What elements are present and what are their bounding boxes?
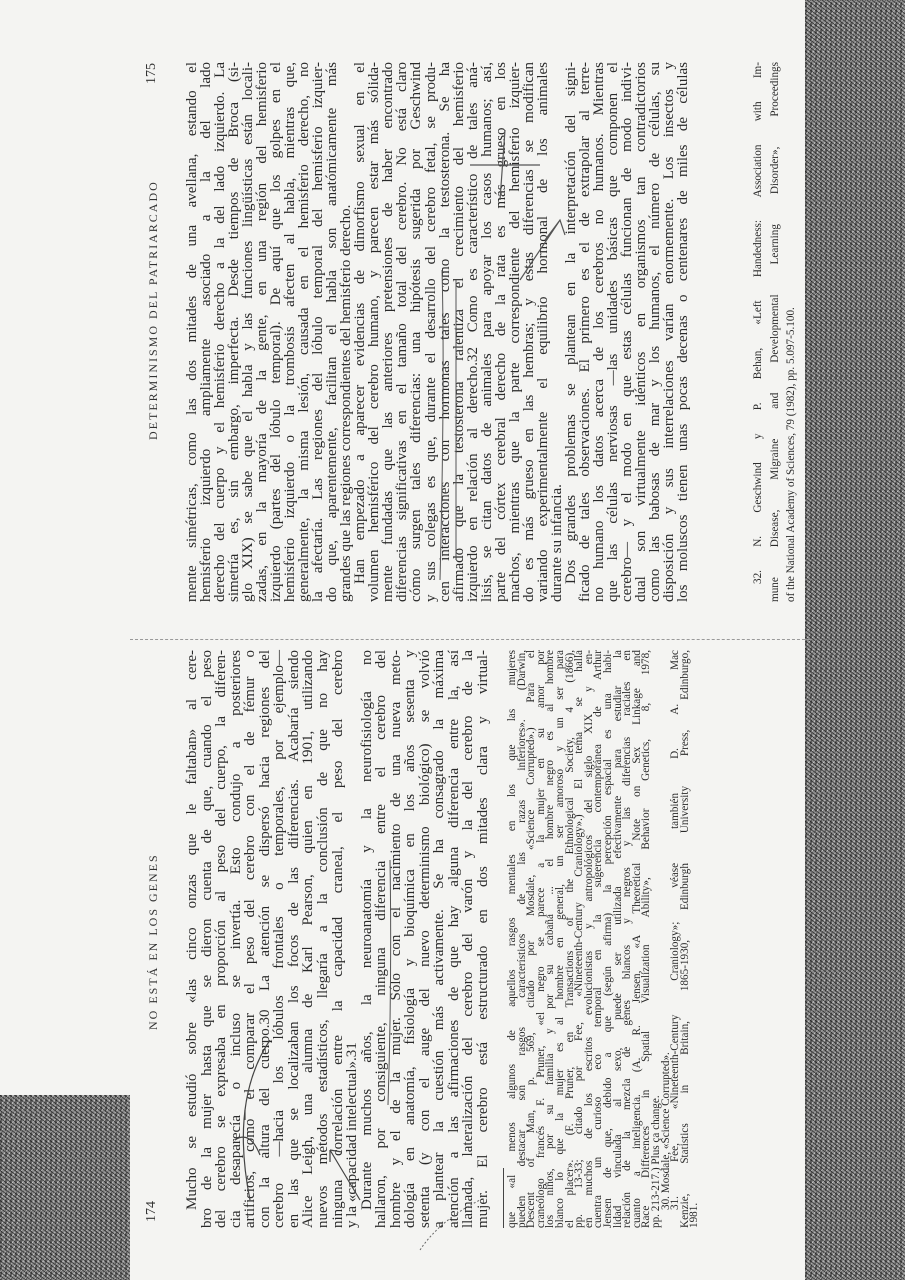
text-underline [388, 860, 391, 1105]
footnote-line: craneólogo francés F. Pruner, «el negro se parece a la mujer en su amor por [534, 650, 547, 1228]
text-line: machos, mientras que la parte correspondiente del hemisferio izquier- [506, 62, 523, 602]
text-line: mente fundadas que las anteriores pretensiones de haber encontrado [380, 62, 397, 602]
footnote-line: Descent of Man, p. 569, citado por Mosdale, «Science Corrupted».) Para el [525, 650, 538, 1228]
text-line: ficado de tales observaciones. El primero es el de extrapolar al terre- [576, 62, 593, 602]
pencil-arrow-mark [520, 220, 565, 280]
text-line: setenta (y con el auge del nuevo determinismo biológico) se volvió [416, 650, 433, 1228]
footnote-line: pueden destacar son rasgos característicos de las razas inferiores». (Darwin, [515, 650, 528, 1228]
text-line: dología en anatomía, fisiología y bioquímica en los años sesenta y [402, 650, 419, 1228]
text-line: afirmado que la testosterona ralentiza el crecimiento del hemisferio [450, 62, 467, 602]
text-line: atención a las afirmaciones de que hay alguna diferencia entre la, así [445, 650, 462, 1228]
text-line: generalmente, la misma lesión, causada en el hemisferio derecho, no [296, 62, 313, 602]
text-line: izquierdo en relación al derecho.32 Como es característico de tales aná- [464, 62, 481, 602]
text-line: Alice Leigh, una alumna de Karl Pearson, quien en 1901, utilizando [300, 650, 317, 1228]
text-line: parte del córtex cerebral derecho de la rata es más grueso en los [492, 62, 509, 602]
text-line: con la altura del cuerpo.30 La atención se dispersó hacia regiones del [256, 650, 273, 1228]
footnote-line: 31. Fee, «Nineteenth-Century Craniology»; véase también D. A. Mac [669, 650, 682, 1210]
footnote-line: lidad vinculada al sexo, puede ser utilizada efectivamente para estudiar la [611, 650, 624, 1228]
footnote-line: Kenzie, Statistics in Britain, 1865-1930, Edinburgh University Press, Edinburgo, [678, 650, 691, 1228]
footnote-line: blanco lo que la mujer es al hombre en general, un ser amoroso y un ser para [554, 650, 566, 1228]
text-line: y sus colegas es que, durante el desarrollo del cerebro fetal, se produ- [422, 62, 439, 602]
footnote-line: Race Differences in Spatial Visualization Ability», Behavior Genetics, 8, 1978, [640, 650, 653, 1228]
text-line: cómo surgen tales diferencias: una hipótesis sugerida por Geschwind [408, 62, 425, 602]
page-number: 174 [144, 1201, 159, 1222]
text-line: no humano los datos acerca de los cerebros no humanos. Mientras [590, 62, 607, 602]
text-line: cen interacciones con hormonas tales como la testosterona. Se ha [436, 62, 453, 602]
text-line: artificios, como el comparar el peso del cerebro con el de fémur o [242, 650, 259, 1228]
text-line: hombre y el de la mujer. Sólo con el nacimiento de una nueva meto- [387, 650, 404, 1228]
text-line: izquierdo (partes del lóbulo temporal). De aquí que los golpes en el [268, 62, 285, 602]
footnote-line: relación de la mezcla de genes blancos y negros y las diferencias raciales en [621, 650, 634, 1228]
running-head: NO ESTÁ EN LOS GENES [146, 853, 160, 1030]
footnote-line: of the National Academy of Sciences, 79 (1982), pp. 5.097-5.100. [785, 307, 797, 602]
text-line: Han empezado a aparecer evidencias de dimorfismo sexual en el [352, 62, 369, 584]
pencil-arrow-mark [330, 1150, 360, 1200]
page-number: 175 [144, 63, 159, 84]
footnote-line: los niños, por su familia y por su cabaña ... el hombre negro es al hombre [544, 650, 557, 1228]
text-line: bro de la mujer hasta que se dieron cuenta de que, cuando el peso [198, 650, 215, 1228]
text-line: la afectaría. Las regiones del lóbulo temporal del hemisferio izquier- [310, 62, 327, 602]
pencil-arrow-mark [235, 1110, 260, 1155]
text-line: hemisferio izquierdo o la trombosis afecten al habla, mientras que, [282, 62, 299, 602]
text-line: los moluscos tienen unas pocas decenas o centenares de miles de células [675, 62, 692, 602]
text-line: volumen hemisférico del cerebro humano, y parecen estar más sólida- [366, 62, 383, 602]
text-line: glo XIX) se sabe que el habla y las funciones lingüísticas están locali- [240, 62, 257, 602]
text-line: Mucho se estudió sobre «las cinco onzas que le faltaban» al cere- [184, 650, 200, 1210]
text-line: mente simétricas, como las dos mitades de una avellana, estando el [184, 62, 200, 602]
footnote-line: 32. N. Geschwind y P. Behan, «Left Handedness: Association with Im- [752, 62, 764, 584]
text-line: del cerebro se expresaba en proporción al peso del cuerpo, la diferen- [213, 650, 230, 1228]
text-underline [440, 270, 456, 580]
text-line: llamada, lateralización del cerebro del varón y la del cerebro de la [460, 650, 477, 1228]
footnote-line: mune Disease, Migraine and Developmental Learning Disorder», Proceedings [768, 62, 781, 602]
text-line: disposición y sus interrelaciones varían enormemente. Los insectos y [661, 62, 678, 602]
text-line: cia desaparecía o incluso se invertía. Esto condujo a posteriores [227, 650, 244, 1228]
text-line: cerebro —hacia los lóbulos frontales o temporales, por ejemplo— [271, 650, 288, 1228]
text-line: do que, aparentemente, facilitan el habla son anatómicamente más [324, 62, 341, 602]
footnote-line: pp. 213-217.) Plus ça change. [650, 1095, 662, 1228]
text-line: que las células nerviosas —las unidades básicas que componen el [604, 62, 621, 602]
text-line: Durante muchos años, la neuroanatomía y la neurofisiología no [358, 650, 375, 1210]
text-line: y la «capacidad intelectual».31 [344, 1042, 361, 1228]
text-line: zadas, en la mayoría de la gente, en una región del hemisferio [254, 62, 271, 602]
text-line: como las babosas de mar y los humanos, el número de células, su [646, 62, 663, 602]
running-head: DETERMINISMO DEL PATRIARCADO [146, 180, 160, 440]
text-line: Dos grandes problemas se plantean en la interpretación del signi- [562, 62, 579, 584]
text-line: mujer. El cerebro está estructurado en dos mitades clara y virtual- [475, 650, 491, 1228]
text-line: derecho del cuerpo y el hemisferio derecho a la del lado izquierdo. La [212, 62, 229, 602]
text-line: lisis, se citan datos de animales para apoyar los casos humanos; así, [478, 62, 495, 602]
footnote-line: cuanto a inteligencia. (A. R. Jensen, «A Theoretical Note on Sex Linkage and [630, 650, 643, 1228]
footnote-line: en muchos de los escritos evolucionistas y antropológicos del siglo XIX y en- [582, 650, 595, 1228]
text-line: grandes que las regiones correspondientes del hemisferio derecho. [338, 204, 355, 602]
text-line: nuevos métodos estadísticos, llegaría a la conclusión de que no hay [314, 650, 331, 1228]
text-line: dual son virtualmente idénticos en organismos tan contradictorios [632, 62, 649, 602]
text-line: en las que se localizaban los focos de las diferencias. Acabaría siendo [285, 650, 302, 1228]
footnote-line: 30. Mosdale, «Science Corrupted». [659, 1052, 672, 1210]
text-line: variando experimentalmente el equilibrio hormonal de los animales [534, 62, 551, 602]
footnote-line: Jensen de que, debido a que (según afirma) la percepción espacial es una habi- [602, 650, 614, 1228]
text-line: do es más grueso en las hembras; y estas diferencias se modifican [520, 62, 537, 602]
pencil-cross-mark [470, 130, 540, 200]
footnote-line: el placer». (F. Pruner, en Transactions of the Ethnological Society, 4 (1866), [563, 650, 576, 1228]
footnote-line: 1981. [688, 1202, 701, 1228]
text-line: cerebro— y el modo en que estas células funcionan de modo indivi- [618, 62, 635, 602]
footnote-line: cuentra un curioso eco temporal en la sugerencia contemporánea de Arthur [592, 650, 605, 1228]
text-line: hallaron, por consiguiente, ninguna diferencia entre el cerebro del [373, 650, 390, 1228]
pencil-bracket-mark [243, 1040, 270, 1200]
text-line: hemisferio izquierdo ampliamente asociado a la del lado [198, 62, 215, 602]
pencil-bracket-mark [420, 1200, 480, 1250]
text-line: durante su infancia. [548, 484, 565, 602]
text-line: diferencias significativas en el tamaño total del cerebro. No está claro [394, 62, 411, 602]
text-line: simetría es, sin embargo, imperfecta. Desde tiempos de Broca (si- [226, 62, 243, 602]
text-line: ninguna correlación entre la capacidad craneal, el peso del cerebro [329, 650, 346, 1228]
footnote-line: que «al menos algunos de aquellos rasgos mentales en los que las mujeres [506, 650, 518, 1228]
footnote-line: pp. 13-33; citado por Fee, «Nineteenth-Century Craniology».) El tema se halla [573, 650, 586, 1228]
text-line: a plantear la cuestión más activamente. Se ha consagrado la máxima [431, 650, 448, 1228]
